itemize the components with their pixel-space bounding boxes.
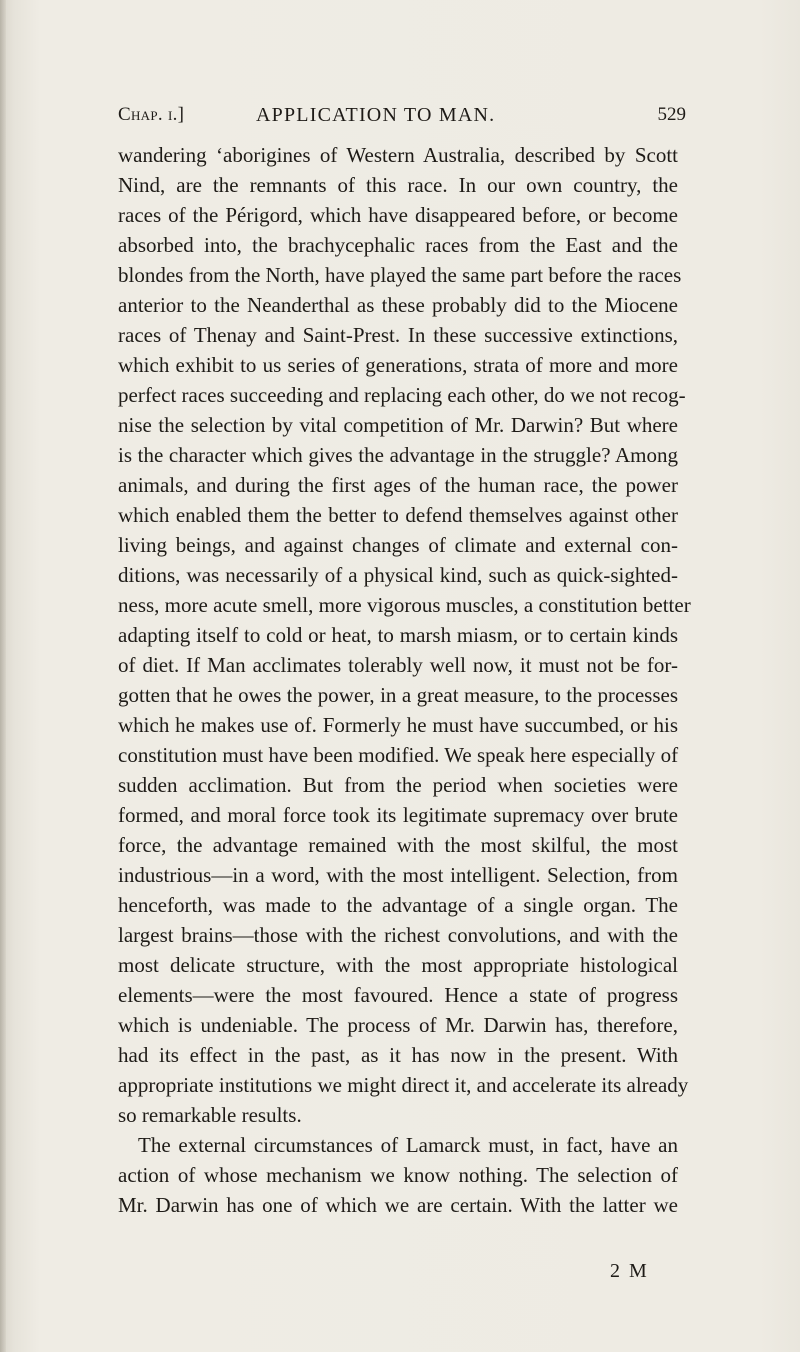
text-line: largest brains—those with the richest convolutions, and with the [118,923,678,947]
text-line: which enabled them the better to defend themselves against other [118,503,678,527]
text-line: force, the advantage remained with the most skilful, the most [118,833,678,857]
text-line: wandering ‘aborigines of Western Australia, described by Scott [118,143,678,167]
text-line: ditions, was necessarily of a physical kind, such as quick-sighted- [118,563,678,587]
text-line: Mr. Darwin has one of which we are certain. With the latter we [118,1193,678,1217]
page-number: 529 [657,104,686,125]
text-line: so remarkable results. [118,1103,302,1127]
text-line: races of the Périgord, which have disappeared before, or become [118,203,678,227]
signature-letter: M [629,1260,649,1282]
text-line: blondes from the North, have played the same part before the races [118,263,682,287]
chapter-label: Chap. i.] [118,104,185,125]
text-line: sudden acclimation. But from the period when societies were [118,773,678,797]
text-line: henceforth, was made to the advantage of a single organ. The [118,893,678,917]
text-line: races of Thenay and Saint-Prest. In these successive extinctions, [118,323,678,347]
page-spine-shadow [0,0,6,1352]
text-line: anterior to the Neanderthal as these probably did to the Miocene [118,293,678,317]
text-line: formed, and moral force took its legitimate supremacy over brute [118,803,678,827]
text-line: action of whose mechanism we know nothing. The selection of [118,1163,678,1187]
text-line: constitution must have been modified. We speak here especially of [118,743,679,767]
page-header [118,104,686,134]
text-line: animals, and during the first ages of the human race, the power [118,473,678,497]
text-line: appropriate institutions we might direct it, and accelerate its already [118,1073,689,1097]
text-line: elements—were the most favoured. Hence a state of progress [118,983,678,1007]
running-title: APPLICATION TO MAN. [256,104,496,126]
text-line: absorbed into, the brachycephalic races from the East and the [118,233,678,257]
body-text [118,140,691,1220]
signature-mark [610,1260,649,1283]
text-line: perfect races succeeding and replacing each other, do we not recog- [118,383,686,407]
text-line: Nind, are the remnants of this race. In our own country, the [118,173,678,197]
text-line: most delicate structure, with the most appropriate histological [118,953,678,977]
text-line: nise the selection by vital competition of Mr. Darwin? But where [118,413,678,437]
signature-number: 2 [610,1260,622,1282]
text-line: ness, more acute smell, more vigorous muscles, a constitution better [118,593,691,617]
text-line: of diet. If Man acclimates tolerably well now, it must not be for- [118,653,678,677]
text-line: which exhibit to us series of generations, strata of more and more [118,353,678,377]
text-line: which he makes use of. Formerly he must have succumbed, or his [118,713,678,737]
text-line: The external circumstances of Lamarck must, in fact, have an [138,1133,678,1157]
text-line: living beings, and against changes of climate and external con- [118,533,678,557]
paragraph-2 [118,1130,678,1220]
text-line: gotten that he owes the power, in a great measure, to the processes [118,683,678,707]
paragraph-1 [118,140,691,1130]
text-line: which is undeniable. The process of Mr. Darwin has, therefore, [118,1013,678,1037]
text-line: adapting itself to cold or heat, to marsh miasm, or to certain kinds [118,623,678,647]
text-line: is the character which gives the advantage in the struggle? Among [118,443,678,467]
text-line: industrious—in a word, with the most intelligent. Selection, from [118,863,678,887]
text-line: had its effect in the past, as it has now in the present. With [118,1043,678,1067]
